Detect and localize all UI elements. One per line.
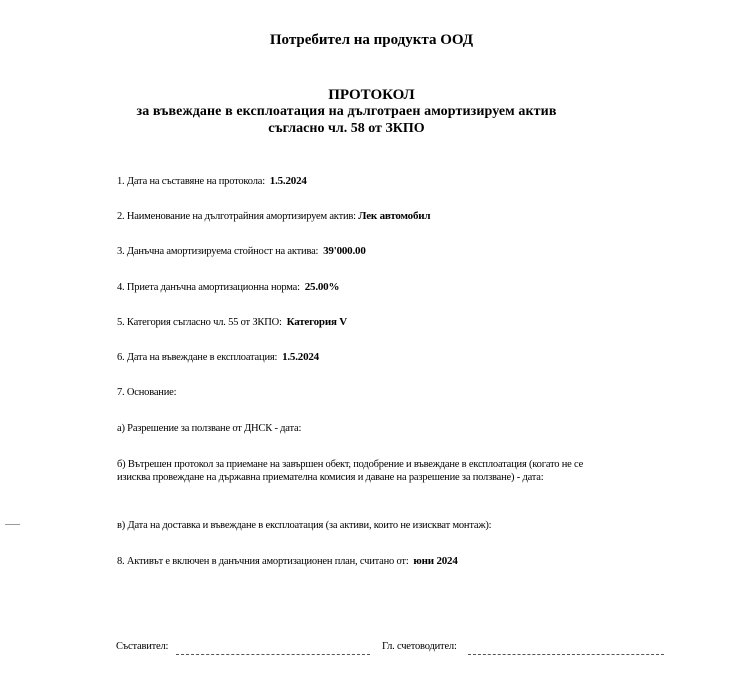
item-value: 25.00% [304, 281, 340, 293]
item-commissioning-date [117, 351, 319, 363]
item-value: юни 2024 [413, 555, 458, 567]
item-basis-dnsk [117, 423, 301, 434]
item-label: 5. Категория съгласно чл. 55 от ЗКПО: [117, 317, 282, 328]
item-basis [117, 387, 176, 398]
accountant-signature-line [468, 654, 664, 655]
item-category [117, 316, 347, 328]
compiler-signature-line [176, 654, 370, 655]
company-name: Потребител на продукта ООД [269, 32, 474, 48]
item-value: 1.5.2024 [282, 351, 319, 363]
item-basis-delivery-date [117, 520, 491, 531]
item-depreciable-value [117, 245, 366, 257]
accountant-label: Гл. счетоводител: [382, 641, 457, 652]
document-legal-basis: съгласно чл. 58 от ЗКПО [268, 121, 425, 136]
item-asset-name [117, 210, 430, 222]
item-label: б) Вътрешен протокол за приемане на завършен обект, подобрение и въвеждане в експлоатация (когато не се изисква провеждане на държавна приемателна комисия и даване на разрешение за ползване) - дата: [117, 459, 584, 483]
document-title: ПРОТОКОЛ [328, 87, 415, 103]
item-value: 39'000.00 [323, 245, 366, 257]
item-label: а) Разрешение за ползване от ДНСК - дата: [117, 423, 302, 434]
item-value: Категория V [286, 316, 348, 328]
item-label: 7. Основание: [117, 387, 177, 398]
item-basis-internal-protocol [117, 459, 587, 484]
item-depreciation-rate [117, 281, 339, 293]
item-value: 1.5.2024 [269, 175, 307, 187]
document-subtitle: за въвеждане в експлоатация на дълготраен амортизируем актив [136, 104, 557, 119]
compiler-label: Съставител: [116, 641, 169, 652]
item-label: 4. Приета данъчна амортизационна норма: [117, 282, 300, 293]
item-label: 8. Активът е включен в данъчния амортизационен план, считано от: [117, 556, 409, 567]
item-label: в) Дата на доставка и въвеждане в експлоатация (за активи, които не изискват монтаж): [117, 520, 492, 531]
item-protocol-date [117, 175, 307, 187]
item-label: 3. Данъчна амортизируема стойност на актива: [117, 246, 319, 257]
item-label: 1. Дата на съставяне на протокола: [117, 176, 265, 187]
item-label: 6. Дата на въвеждане в експлоатация: [117, 352, 278, 363]
item-label: 2. Наименование на дълготрайния амортизируем актив: [117, 211, 356, 222]
item-depreciation-plan [117, 555, 458, 567]
item-value: Лек автомобил [358, 210, 431, 222]
margin-mark [5, 524, 20, 525]
